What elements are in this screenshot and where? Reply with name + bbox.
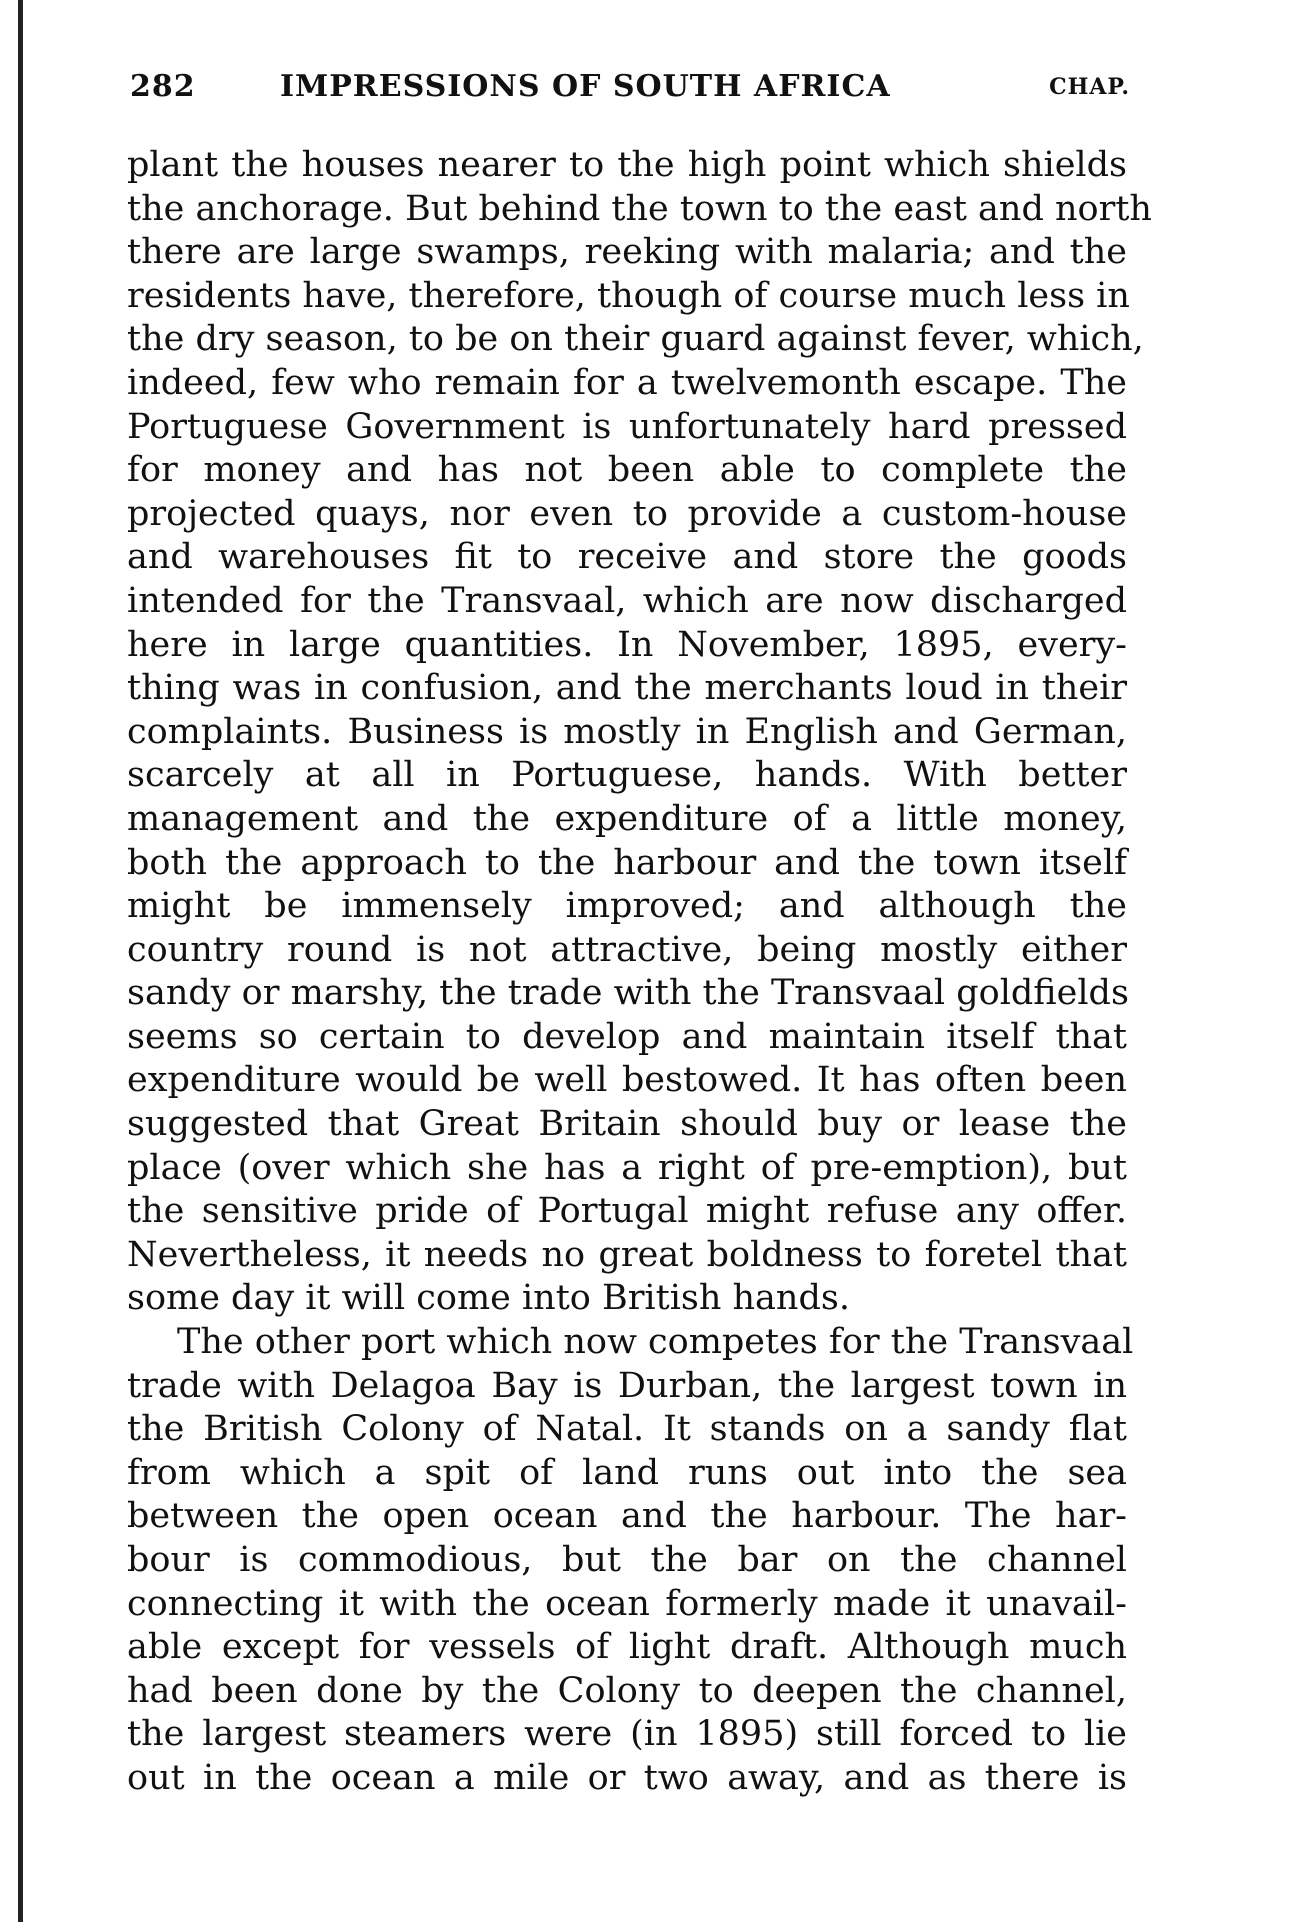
text-line: the dry season, to be on their guard against fever, which, (127, 319, 1144, 360)
text-line: indeed, few who remain for a twelvemonth escape. The (127, 362, 1127, 403)
text-line: had been done by the Colony to deepen the channel, (127, 1670, 1127, 1711)
text-line: projected quays, nor even to provide a custom-house (127, 493, 1127, 534)
text-line: the sensitive pride of Portugal might refuse any offer. (127, 1191, 1127, 1232)
running-title: IMPRESSIONS OF SOUTH AFRICA (280, 69, 891, 104)
text-line: complaints. Business is mostly in English and German, (127, 711, 1127, 752)
page-number: 282 (130, 69, 196, 104)
text-line: scarcely at all in Portuguese, hands. With better (127, 755, 1127, 796)
text-line: able except for vessels of light draft. Although much (127, 1627, 1127, 1668)
text-line: here in large quantities. In November, 1895, every- (127, 624, 1127, 665)
text-line: expenditure would be well bestowed. It has often been (127, 1060, 1127, 1101)
text-line: management and the expenditure of a little money, (127, 798, 1127, 839)
text-line: bour is commodious, but the bar on the channel (127, 1540, 1127, 1580)
text-line: intended for the Transvaal, which are now discharged (127, 580, 1127, 621)
text-line: the largest steamers were (in 1895) still forced to lie (127, 1714, 1127, 1755)
text-line: plant the houses nearer to the high point which shields (127, 145, 1127, 185)
text-line: there are large swamps, reeking with malaria; and the (127, 232, 1127, 273)
text-line: both the approach to the harbour and the town itself (127, 842, 1127, 883)
body-text (127, 144, 1152, 1801)
text-line: trade with Delagoa Bay is Durban, the largest town in (127, 1365, 1127, 1406)
text-line: residents have, therefore, though of course much less in (127, 275, 1130, 316)
text-line: from which a spit of land runs out into the sea (127, 1452, 1127, 1493)
text-line: between the open ocean and the harbour. The har- (127, 1496, 1127, 1537)
page-edge-border (18, 0, 23, 1922)
text-line: seems so certain to develop and maintain itself that (127, 1016, 1127, 1057)
text-line: might be immensely improved; and although the (127, 886, 1127, 927)
text-line: the British Colony of Natal. It stands on a sandy flat (127, 1409, 1127, 1450)
text-line: some day it will come into British hands. (127, 1278, 850, 1319)
text-line: place (over which she has a right of pre-emption), but (127, 1147, 1127, 1188)
text-line: thing was in confusion, and the merchants loud in their (127, 668, 1127, 709)
text-line: Nevertheless, it needs no great boldness to foretel that (127, 1234, 1127, 1275)
text-line: and warehouses fit to receive and store the goods (127, 537, 1127, 578)
text-line: connecting it with the ocean formerly made it unavail- (127, 1583, 1127, 1624)
text-line: sandy or marshy, the trade with the Transvaal goldfields (127, 973, 1129, 1014)
text-line: The other port which now competes for the Transvaal (177, 1322, 1134, 1363)
text-line: the anchorage. But behind the town to the east and north (127, 188, 1152, 229)
text-line: country round is not attractive, being mostly either (127, 929, 1127, 970)
text-line: for money and has not been able to complete the (127, 450, 1127, 491)
text-line: out in the ocean a mile or two away, and as there is (127, 1757, 1127, 1798)
page-header (130, 62, 1130, 112)
text-line: suggested that Great Britain should buy or lease the (127, 1104, 1127, 1145)
text-line: Portuguese Government is unfortunately hard pressed (127, 406, 1127, 447)
chapter-label: CHAP. (1049, 74, 1130, 100)
